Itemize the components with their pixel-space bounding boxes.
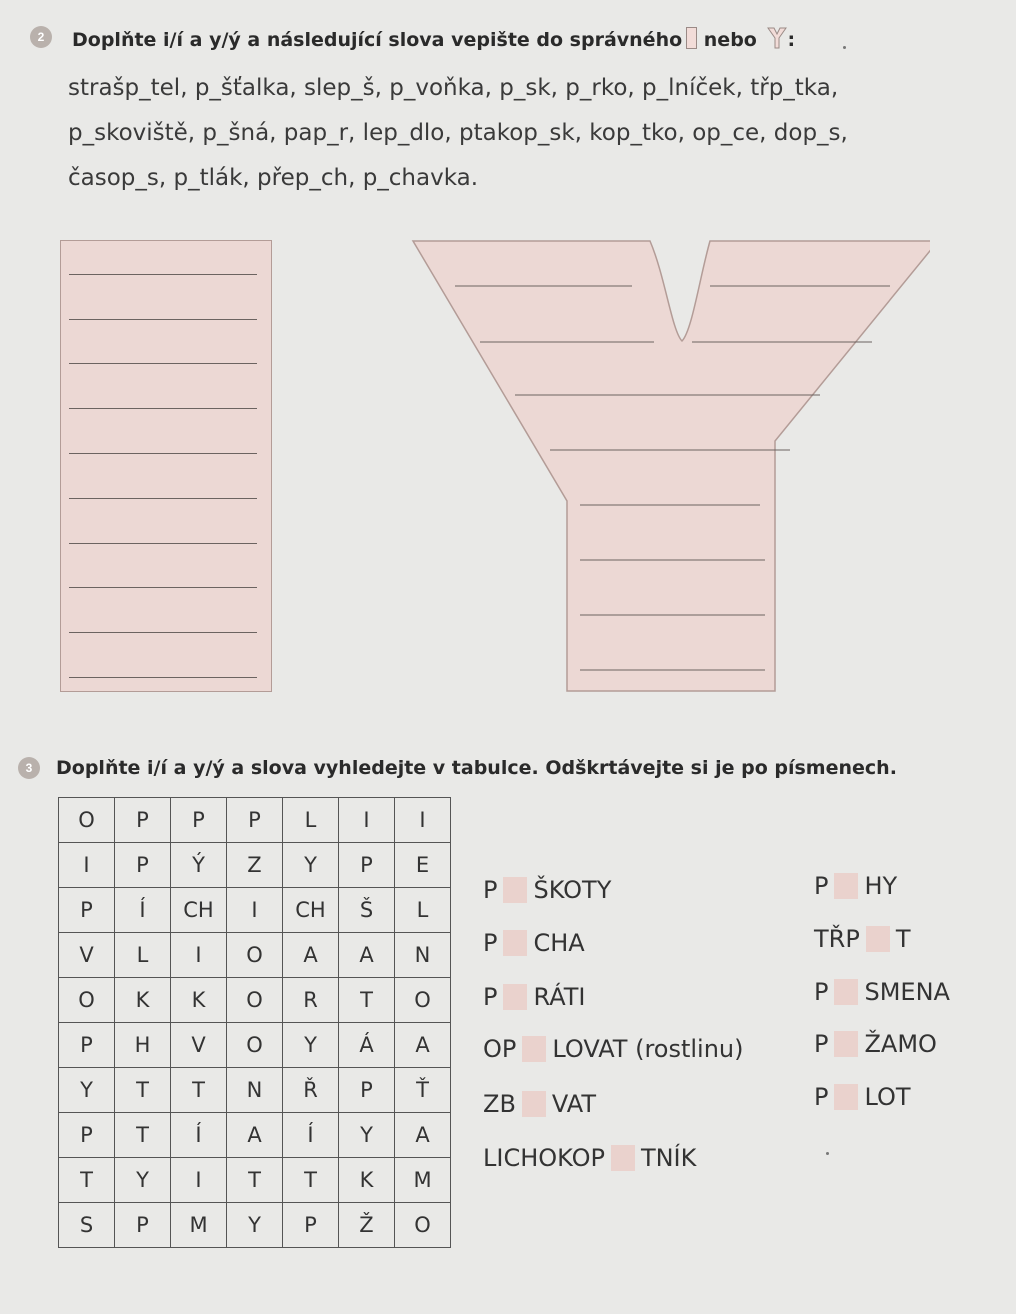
- exercise-number-badge: 2: [30, 26, 52, 48]
- grid-cell[interactable]: O: [227, 1023, 283, 1068]
- grid-cell[interactable]: K: [171, 978, 227, 1023]
- clue-suffix: T: [895, 925, 911, 953]
- grid-row: [59, 888, 451, 933]
- clue-suffix: TNÍK: [640, 1144, 697, 1172]
- grid-row: [59, 1158, 451, 1203]
- grid-cell[interactable]: O: [395, 1203, 451, 1248]
- grid-cell[interactable]: N: [227, 1068, 283, 1113]
- exercise-1-title: [72, 27, 795, 51]
- grid-cell[interactable]: T: [339, 978, 395, 1023]
- grid-cell[interactable]: Í: [115, 888, 171, 933]
- grid-row: [59, 798, 451, 843]
- clue-prefix: P: [483, 983, 498, 1011]
- grid-cell[interactable]: Í: [171, 1113, 227, 1158]
- clue-item: [814, 925, 910, 953]
- letter-slot[interactable]: [834, 873, 858, 899]
- grid-cell[interactable]: P: [115, 798, 171, 843]
- grid-cell[interactable]: P: [227, 798, 283, 843]
- grid-cell[interactable]: V: [171, 1023, 227, 1068]
- letter-slot[interactable]: [503, 877, 527, 903]
- grid-cell[interactable]: A: [227, 1113, 283, 1158]
- grid-cell[interactable]: E: [395, 843, 451, 888]
- grid-cell[interactable]: P: [339, 843, 395, 888]
- clue-item: [814, 978, 950, 1006]
- clue-suffix: ŠKOTY: [533, 876, 612, 904]
- grid-cell[interactable]: L: [283, 798, 339, 843]
- grid-cell[interactable]: R: [283, 978, 339, 1023]
- grid-cell[interactable]: A: [339, 933, 395, 978]
- clue-prefix: P: [814, 1083, 829, 1111]
- grid-cell[interactable]: Y: [59, 1068, 115, 1113]
- clue-item: [483, 1035, 744, 1063]
- grid-cell[interactable]: O: [227, 933, 283, 978]
- grid-cell[interactable]: H: [115, 1023, 171, 1068]
- answer-line[interactable]: [69, 587, 257, 588]
- answer-line[interactable]: [69, 363, 257, 364]
- grid-cell[interactable]: O: [395, 978, 451, 1023]
- grid-cell[interactable]: K: [339, 1158, 395, 1203]
- grid-cell[interactable]: L: [115, 933, 171, 978]
- letter-slot[interactable]: [866, 926, 890, 952]
- clue-prefix: P: [814, 872, 829, 900]
- clue-prefix: LICHOKOP: [483, 1144, 605, 1172]
- exercise-number-badge: 3: [18, 757, 40, 779]
- grid-cell[interactable]: Y: [339, 1113, 395, 1158]
- grid-cell[interactable]: T: [227, 1158, 283, 1203]
- grid-row: [59, 1068, 451, 1113]
- grid-cell[interactable]: Ť: [395, 1068, 451, 1113]
- grid-cell[interactable]: I: [171, 933, 227, 978]
- answer-line[interactable]: [69, 274, 257, 275]
- grid-cell[interactable]: Z: [227, 843, 283, 888]
- word-line-2: p_skoviště, p_šná, pap_r, lep_dlo, ptakop_sk, kop_tko, op_ce, dop_s,: [68, 120, 848, 146]
- grid-cell[interactable]: V: [59, 933, 115, 978]
- answer-line[interactable]: [69, 543, 257, 544]
- clue-prefix: OP: [483, 1035, 517, 1063]
- grid-cell[interactable]: O: [59, 798, 115, 843]
- grid-cell[interactable]: Š: [339, 888, 395, 933]
- clue-prefix: P: [483, 929, 498, 957]
- answer-line[interactable]: [69, 632, 257, 633]
- clue-item: [814, 872, 897, 900]
- grid-cell[interactable]: P: [339, 1068, 395, 1113]
- grid-cell[interactable]: K: [115, 978, 171, 1023]
- grid-cell[interactable]: O: [59, 978, 115, 1023]
- clue-suffix: LOT: [864, 1083, 911, 1111]
- clue-item: [814, 1030, 937, 1058]
- clue-suffix: VAT: [551, 1090, 597, 1118]
- exercise-1-title-end: :: [787, 29, 796, 51]
- grid-cell[interactable]: Y: [283, 1023, 339, 1068]
- grid-cell[interactable]: CH: [283, 888, 339, 933]
- clue-item: [483, 1144, 696, 1172]
- grid-cell[interactable]: Í: [283, 1113, 339, 1158]
- clue-item: [483, 1090, 596, 1118]
- decorative-dot: [826, 1152, 829, 1155]
- answer-line[interactable]: [69, 408, 257, 409]
- grid-cell[interactable]: M: [171, 1203, 227, 1248]
- y-answer-box: [410, 236, 930, 706]
- grid-row: [59, 1203, 451, 1248]
- grid-cell[interactable]: Á: [339, 1023, 395, 1068]
- y-shape-icon: [767, 27, 787, 49]
- word-list: [68, 66, 968, 201]
- letter-slot[interactable]: [522, 1036, 546, 1062]
- grid-cell[interactable]: Y: [283, 843, 339, 888]
- letter-slot[interactable]: [522, 1091, 546, 1117]
- grid-cell[interactable]: T: [59, 1158, 115, 1203]
- grid-cell[interactable]: Ř: [283, 1068, 339, 1113]
- clue-suffix: CHA: [533, 929, 585, 957]
- clue-prefix: P: [814, 1030, 829, 1058]
- grid-row: [59, 1023, 451, 1068]
- exercise-1-title-connector: nebo: [703, 29, 757, 51]
- grid-cell[interactable]: P: [59, 1113, 115, 1158]
- letter-slot[interactable]: [834, 979, 858, 1005]
- clue-prefix: P: [814, 978, 829, 1006]
- clue-suffix: SMENA: [864, 978, 950, 1006]
- grid-cell[interactable]: I: [339, 798, 395, 843]
- clue-suffix: LOVAT (rostlinu): [552, 1035, 744, 1063]
- word-line-3: časop_s, p_tlák, přep_ch, p_chavka.: [68, 165, 479, 191]
- clue-item: [814, 1083, 911, 1111]
- grid-cell[interactable]: Y: [115, 1158, 171, 1203]
- letter-slot[interactable]: [503, 930, 527, 956]
- grid-cell[interactable]: Y: [227, 1203, 283, 1248]
- exercise-1-title-text: Doplňte i/í a y/ý a následující slova vepište do správného: [72, 29, 683, 51]
- answer-line[interactable]: [69, 677, 257, 678]
- grid-cell[interactable]: T: [283, 1158, 339, 1203]
- answer-line[interactable]: [69, 498, 257, 499]
- grid-cell[interactable]: P: [59, 888, 115, 933]
- grid-row: [59, 933, 451, 978]
- grid-row: [59, 843, 451, 888]
- clue-prefix: P: [483, 876, 498, 904]
- grid-cell[interactable]: M: [395, 1158, 451, 1203]
- clue-item: [483, 876, 611, 904]
- exercise-2-title: Doplňte i/í a y/ý a slova vyhledejte v tabulce. Odškrtávejte si je po písmenech.: [56, 757, 897, 779]
- grid-cell[interactable]: A: [395, 1023, 451, 1068]
- clue-prefix: TŘP: [814, 925, 860, 953]
- grid-cell[interactable]: I: [395, 798, 451, 843]
- word-line-1: strašp_tel, p_šťalka, slep_š, p_voňka, p_sk, p_rko, p_lníček, třp_tka,: [68, 75, 839, 101]
- grid-row: [59, 978, 451, 1023]
- clue-suffix: HY: [864, 872, 898, 900]
- clue-item: [483, 983, 585, 1011]
- grid-cell[interactable]: Ž: [339, 1203, 395, 1248]
- grid-cell[interactable]: P: [59, 1023, 115, 1068]
- grid-cell[interactable]: O: [227, 978, 283, 1023]
- grid-cell[interactable]: I: [227, 888, 283, 933]
- answer-line[interactable]: [69, 319, 257, 320]
- letter-slot[interactable]: [503, 984, 527, 1010]
- grid-cell[interactable]: P: [283, 1203, 339, 1248]
- grid-cell[interactable]: T: [171, 1068, 227, 1113]
- grid-cell[interactable]: P: [115, 1203, 171, 1248]
- grid-cell[interactable]: Ý: [171, 843, 227, 888]
- clue-item: [483, 929, 585, 957]
- grid-cell[interactable]: A: [283, 933, 339, 978]
- clue-suffix: RÁTI: [533, 983, 586, 1011]
- grid-cell[interactable]: T: [115, 1113, 171, 1158]
- i-box-icon: [686, 27, 697, 49]
- letter-grid: [58, 797, 451, 1248]
- i-answer-box: [60, 240, 272, 692]
- grid-cell[interactable]: N: [395, 933, 451, 978]
- clue-prefix: ZB: [483, 1090, 516, 1118]
- grid-cell[interactable]: A: [395, 1113, 451, 1158]
- letter-slot[interactable]: [611, 1145, 635, 1171]
- grid-cell[interactable]: I: [171, 1158, 227, 1203]
- decorative-dot: [843, 46, 846, 49]
- letter-slot[interactable]: [834, 1031, 858, 1057]
- grid-cell[interactable]: P: [171, 798, 227, 843]
- letter-slot[interactable]: [834, 1084, 858, 1110]
- grid-cell[interactable]: CH: [171, 888, 227, 933]
- grid-cell[interactable]: I: [59, 843, 115, 888]
- grid-cell[interactable]: P: [115, 843, 171, 888]
- grid-cell[interactable]: L: [395, 888, 451, 933]
- grid-cell[interactable]: T: [115, 1068, 171, 1113]
- answer-line[interactable]: [69, 453, 257, 454]
- clue-suffix: ŽAMO: [864, 1030, 937, 1058]
- grid-cell[interactable]: S: [59, 1203, 115, 1248]
- grid-row: [59, 1113, 451, 1158]
